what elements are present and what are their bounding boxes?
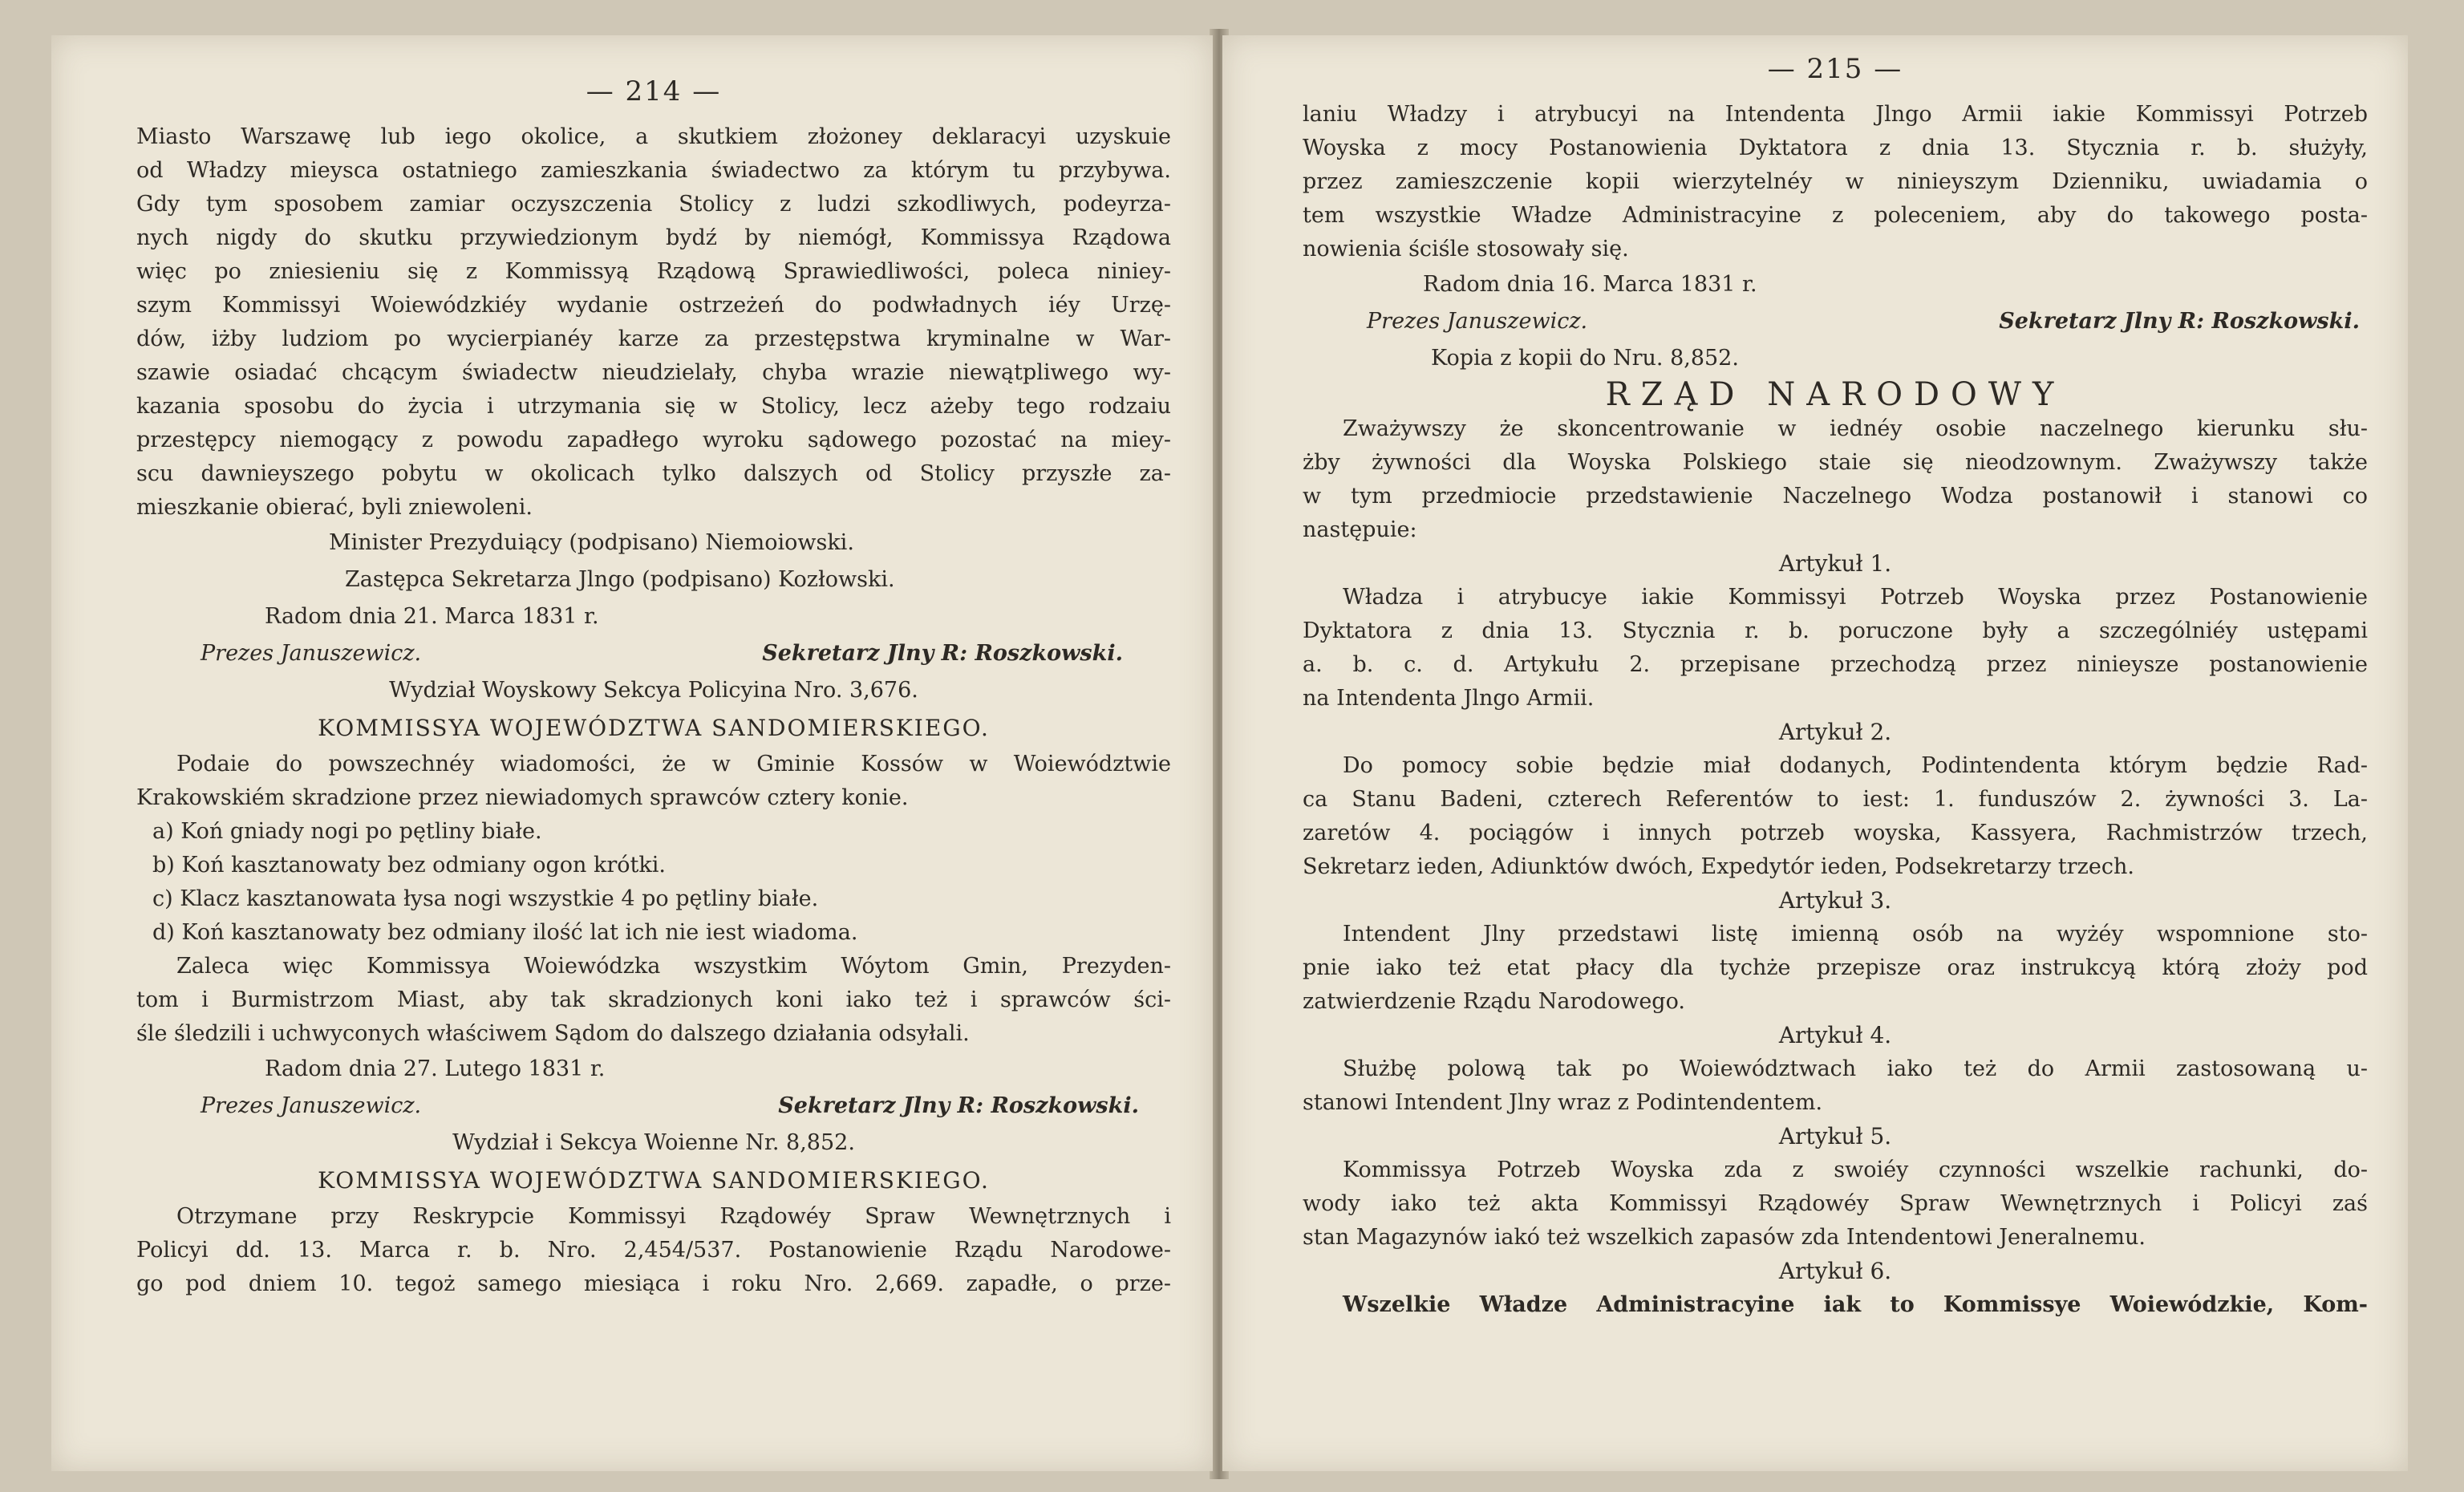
text-line: wody iako też akta Kommissyi Rządowéy Spraw Wewnętrznych i Policyi zaś bbox=[1303, 1191, 2368, 1216]
text-line: od Władzy mieysca ostatniego zamieszkania świadectwo za którym tu przybywa. bbox=[136, 158, 1171, 183]
text-line: Woyska z mocy Postanowienia Dyktatora z dnia 13. Stycznia r. b. służyły, bbox=[1303, 136, 2368, 160]
text-line: dów, iżby ludziom po wycierpianéy karze za przestępstwa kryminalne w War- bbox=[136, 326, 1171, 351]
text-line: a. b. c. d. Artykułu 2. przepisane przechodzą przez ninieysze postanowienie bbox=[1303, 652, 2368, 677]
text-line: Intendent Jlny przedstawi listę imienną osób na wyżéy wspomnione sto- bbox=[1343, 922, 2368, 947]
signature-line: Zastępca Sekretarza Jlngo (podpisano) Kozłowski. bbox=[345, 567, 895, 592]
copy-reference: Kopia z kopii do Nru. 8,852. bbox=[1431, 346, 1739, 371]
text-line: nowienia ściśle stosowały się. bbox=[1303, 237, 1629, 262]
article-title: Artykuł 5. bbox=[1778, 1123, 1892, 1149]
text-line: Kommissya Potrzeb Woyska zda z swoiéy czynności wszelkie rachunki, do- bbox=[1343, 1158, 2368, 1182]
date-line: Radom dnia 21. Marca 1831 r. bbox=[265, 604, 599, 629]
text-line: ca Stanu Badeni, czterech Referentów to iest: 1. funduszów 2. żywności 3. La- bbox=[1303, 787, 2368, 812]
text-line: przestępcy niemogący z powodu zapadłego wyroku sądowego pozostać na miey- bbox=[136, 428, 1171, 452]
text-line: Sekretarz ieden, Adiunktów dwóch, Expedytór ieden, Podsekretarzy trzech. bbox=[1303, 854, 2134, 879]
text-line: więc po zniesieniu się z Kommissyą Rządową Sprawiedliwości, poleca niniey- bbox=[136, 259, 1171, 284]
text-line: tem wszystkie Władze Administracyine z poleceniem, aby do takowego posta- bbox=[1303, 203, 2368, 228]
text-line: Do pomocy sobie będzie miał dodanych, Podintendenta którym będzie Rad- bbox=[1343, 753, 2368, 778]
text-line: na Intendenta Jlngo Armii. bbox=[1303, 686, 1595, 711]
text-line: kazania sposobu do życia i utrzymania się w Stolicy, lecz ażeby tego rodzaiu bbox=[136, 394, 1171, 419]
prezes-signature: Prezes Januszewicz. bbox=[201, 641, 422, 666]
text-line: zatwierdzenie Rządu Narodowego. bbox=[1303, 989, 1685, 1014]
text-line: nych nigdy do skutku przywiedzionym bydź by niemógł, Kommissya Rządowa bbox=[136, 225, 1171, 250]
article-title: Artykuł 4. bbox=[1778, 1022, 1892, 1048]
text-line: Policyi dd. 13. Marca r. b. Nro. 2,454/537. Postanowienie Rządu Narodowe- bbox=[136, 1238, 1171, 1263]
text-line: Zważywszy że skoncentrowanie w iednéy osobie naczelnego kierunku słu- bbox=[1343, 416, 2368, 441]
text-line: pnie iako też etat płacy dla tychże przepisze oraz instrukcyą którą złoży pod bbox=[1303, 955, 2368, 980]
prezes-signature: Prezes Januszewicz. bbox=[1367, 309, 1588, 334]
government-heading: RZĄD NARODOWY bbox=[1605, 376, 2065, 413]
list-item: a) Koń gniady nogi po pętliny białe. bbox=[152, 819, 542, 844]
signature-line: Minister Prezyduiący (podpisano) Niemoiowski. bbox=[329, 530, 854, 555]
text-line: Władza i atrybucye iakie Kommissyi Potrzeb Woyska przez Postanowienie bbox=[1343, 585, 2368, 610]
text-line: Krakowskiém skradzione przez niewiadomych sprawców cztery konie. bbox=[136, 785, 909, 810]
article-title: Artykuł 1. bbox=[1778, 550, 1892, 577]
text-line: Podaie do powszechnéy wiadomości, że w Gminie Kossów w Woiewództwie bbox=[176, 752, 1171, 776]
text-line: laniu Władzy i atrybucyi na Intendenta Jlngo Armii iakie Kommissyi Potrzeb bbox=[1303, 102, 2368, 127]
page-number: — 215 — bbox=[1767, 53, 1903, 85]
paragraph bbox=[136, 120, 1171, 525]
text-line: Wszelkie Władze Administracyine iak to Kommissye Woiewódzkie, Kom- bbox=[1343, 1292, 2368, 1317]
text-line: stanowi Intendent Jlny wraz z Podintendentem. bbox=[1303, 1090, 1823, 1115]
text-line: Zaleca więc Kommissya Woiewódzka wszystkim Wóytom Gmin, Prezyden- bbox=[176, 954, 1171, 979]
text-line: mieszkanie obierać, byli zniewoleni. bbox=[136, 495, 533, 520]
text-line: Gdy tym sposobem zamiar oczyszczenia Stolicy z ludzi szkodliwych, podeyrza- bbox=[136, 192, 1171, 217]
section-heading: KOMMISSYA WOJEWÓDZTWA SANDOMIERSKIEGO. bbox=[318, 715, 990, 741]
signature-row bbox=[1303, 303, 2368, 340]
text-line: Dyktatora z dnia 13. Stycznia r. b. poruczone były a szczególniéy ustępami bbox=[1303, 618, 2368, 643]
page-number: — 214 — bbox=[586, 75, 722, 107]
text-line: przez zamieszczenie kopii wierzytelnéy w ninieyszym Dzienniku, uwiadamia o bbox=[1303, 169, 2368, 194]
date-line: Radom dnia 27. Lutego 1831 r. bbox=[265, 1056, 606, 1081]
text-line: zaretów 4. pociągów i innych potrzeb woyska, Kassyera, Rachmistrzów trzech, bbox=[1303, 821, 2368, 845]
left-page bbox=[51, 35, 1213, 1471]
section-heading: KOMMISSYA WOJEWÓDZTWA SANDOMIERSKIEGO. bbox=[318, 1167, 990, 1194]
article-title: Artykuł 3. bbox=[1778, 887, 1892, 914]
text-line: żby żywności dla Woyska Polskiego staie się nieodzownym. Zważywszy także bbox=[1303, 450, 2368, 475]
sekretarz-signature: Sekretarz Jlny R: Roszkowski. bbox=[762, 641, 1123, 666]
list-item: d) Koń kasztanowaty bez odmiany ilość lat ich nie iest wiadoma. bbox=[152, 920, 858, 945]
text-line: Miasto Warszawę lub iego okolice, a skutkiem złożoney deklaracyi uzyskuie bbox=[136, 124, 1171, 149]
text-line: w tym przedmiocie przedstawienie Naczelnego Wodza postanowił i stanowi co bbox=[1303, 484, 2368, 509]
article-title: Artykuł 2. bbox=[1778, 719, 1892, 745]
signature-row bbox=[136, 635, 1171, 672]
text-line: go pod dniem 10. tegoż samego miesiąca i roku Nro. 2,669. zapadłe, o prze- bbox=[136, 1271, 1171, 1296]
list-item: b) Koń kasztanowaty bez odmiany ogon krótki. bbox=[152, 853, 666, 878]
text-line: śle śledzili i uchwyconych właściwem Sądom do dalszego działania odsyłali. bbox=[136, 1021, 970, 1046]
section-line: Wydział i Sekcya Woienne Nr. 8,852. bbox=[452, 1130, 855, 1155]
list-item: c) Klacz kasztanowata łysa nogi wszystkie 4 po pętliny białe. bbox=[152, 886, 819, 911]
signature-row bbox=[136, 1088, 1171, 1125]
sekretarz-signature: Sekretarz Jlny R: Roszkowski. bbox=[778, 1093, 1139, 1118]
text-line: scu dawnieyszego pobytu w okolicach tylko dalszych od Stolicy przyszłe za- bbox=[136, 461, 1171, 486]
text-line: szym Kommissyi Woiewódzkiéy wydanie ostrzeżeń do podwładnych iéy Urzę- bbox=[136, 293, 1171, 318]
left-page-content bbox=[136, 74, 1171, 1301]
text-line: Otrzymane przy Reskrypcie Kommissyi Rządowéy Spraw Wewnętrznych i bbox=[176, 1204, 1171, 1229]
right-page bbox=[1222, 35, 2408, 1471]
section-line: Wydział Woyskowy Sekcya Policyina Nro. 3,676. bbox=[389, 678, 918, 703]
text-line: stan Magazynów iakó też wszelkich zapasów zda Intendentowi Jeneralnemu. bbox=[1303, 1225, 2146, 1250]
sekretarz-signature: Sekretarz Jlny R: Roszkowski. bbox=[1999, 309, 2360, 334]
text-line: tom i Burmistrzom Miast, aby tak skradzionych koni iako też i sprawców ści- bbox=[136, 987, 1171, 1012]
prezes-signature: Prezes Januszewicz. bbox=[201, 1093, 422, 1118]
right-page-content bbox=[1303, 51, 2368, 1322]
article-title: Artykuł 6. bbox=[1778, 1258, 1892, 1284]
text-line: szawie osiadać chcącym świadectw nieudzielały, chyba wrazie niewątpliwego wy- bbox=[136, 360, 1171, 385]
date-line: Radom dnia 16. Marca 1831 r. bbox=[1423, 272, 1757, 297]
text-line: Służbę polową tak po Woiewództwach iako też do Armii zastosowaną u- bbox=[1343, 1056, 2368, 1081]
text-line: następuie: bbox=[1303, 517, 1417, 542]
